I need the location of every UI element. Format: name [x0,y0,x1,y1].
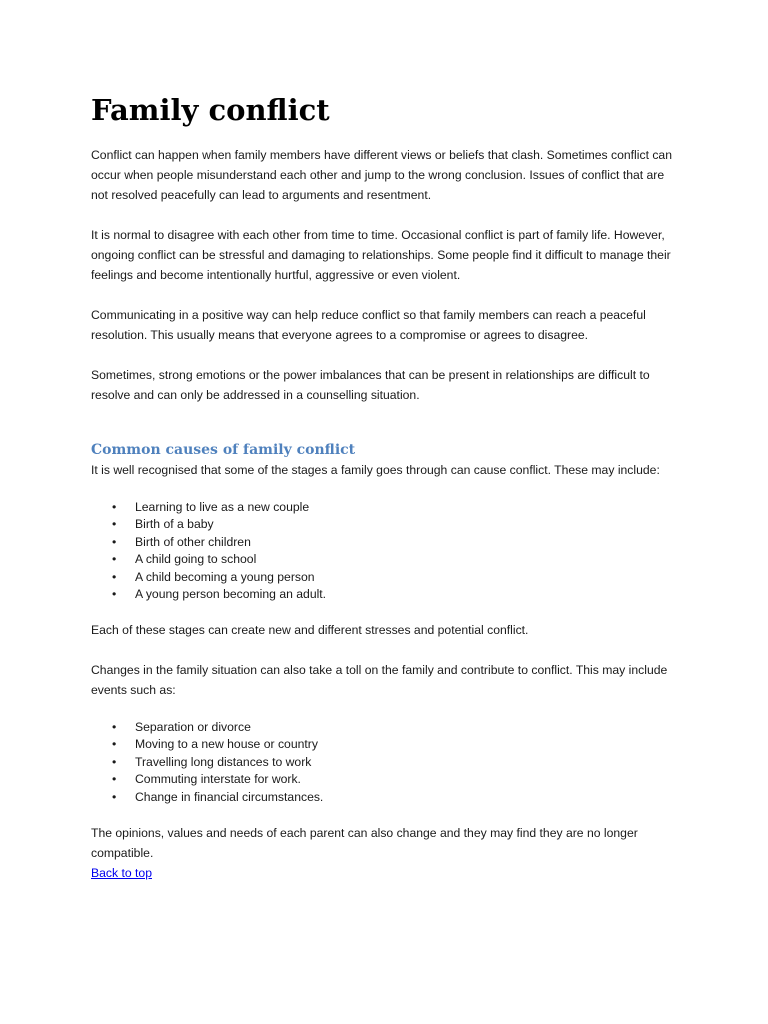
stages-summary: Each of these stages can create new and different stresses and potential conflict. [91,623,529,637]
bullet-icon: • [112,552,117,567]
changes-intro: Changes in the family situation can also take a toll on the family and contribute to conflict. This may include events such as: [91,663,668,697]
communication-paragraph: Communicating in a positive way can help reduce conflict so that family members can reach a peaceful resolution. This usually means that everyone agrees to a compromise or agrees to disagree. [91,308,646,342]
bullet-icon: • [112,720,117,734]
list-item: • Commuting interstate for work. [91,771,323,788]
back-to-top-link[interactable]: Back to top [91,866,152,880]
list-item: • Birth of other children [91,534,326,551]
bullet-icon: • [112,517,117,532]
stages-list [91,499,326,603]
causes-heading: Common causes of family conflict [91,442,356,458]
list-item: • A young person becoming an adult. [91,586,326,603]
bullet-icon: • [112,500,117,514]
events-list [91,719,323,806]
list-item: • Separation or divorce [91,719,323,736]
list-item: • Learning to live as a new couple [91,499,326,516]
disagreement-paragraph: It is normal to disagree with each other from time to time. Occasional conflict is part of family life. However, ongoing conflict can be stressful and damaging to relationships. Some people find it difficult to manage their feelings and become intentionally hurtful, aggressive or even violent. [91,228,671,282]
stages-intro: It is well recognised that some of the stages a family goes through can cause conflict. These may include: [91,463,660,477]
bullet-icon: • [112,754,117,769]
counselling-paragraph: Sometimes, strong emotions or the power imbalances that can be present in relationships are difficult to resolve and can only be addressed in a counselling situation. [91,368,650,402]
list-item: • A child becoming a young person [91,569,326,586]
bullet-icon: • [112,569,117,584]
list-item: • A child going to school [91,551,326,568]
intro-paragraph: Conflict can happen when family members have different views or beliefs that clash. Sometimes conflict can occur when people misunderstand each other and jump to the wrong conclusion. Issues of conflict that are not resolved peacefully can lead to arguments and resentment. [91,148,672,202]
bullet-icon: • [112,789,117,804]
bullet-icon: • [112,534,117,549]
bullet-icon: • [112,772,117,787]
list-item: • Birth of a baby [91,516,326,533]
page-title: Family conflict [91,93,330,127]
closing-paragraph: The opinions, values and needs of each parent can also change and they may find they are no longer compatible. [91,826,638,860]
list-item: • Travelling long distances to work [91,754,323,771]
bullet-icon: • [112,587,117,602]
bullet-icon: • [112,737,117,752]
list-item: • Change in financial circumstances. [91,789,323,806]
list-item: • Moving to a new house or country [91,736,323,753]
